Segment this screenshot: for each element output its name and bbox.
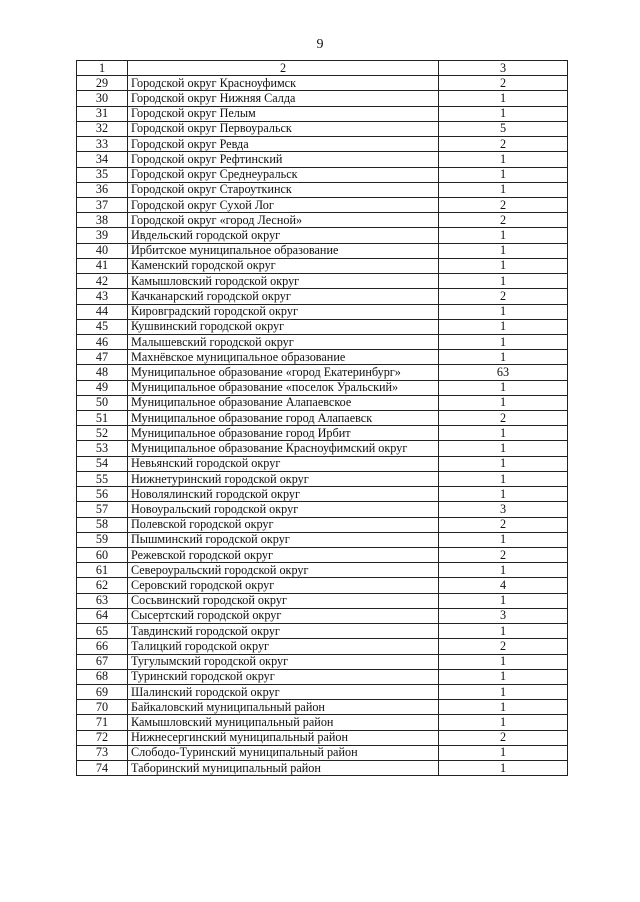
municipality-name-cell: Городской округ Сухой Лог — [128, 197, 439, 212]
municipality-name-cell: Муниципальное образование Алапаевское — [128, 395, 439, 410]
row-number-cell: 51 — [77, 411, 128, 426]
table-row — [77, 228, 568, 243]
count-cell: 2 — [439, 289, 568, 304]
municipality-name-cell: Серовский городской округ — [128, 578, 439, 593]
count-cell: 1 — [439, 91, 568, 106]
municipality-name-cell: Каменский городской округ — [128, 258, 439, 273]
municipality-name-cell: Камышловский муниципальный район — [128, 715, 439, 730]
municipality-name-cell: Кушвинский городской округ — [128, 319, 439, 334]
municipality-name-cell: Махнёвское муниципальное образование — [128, 350, 439, 365]
municipality-name-cell: Городской округ «город Лесной» — [128, 213, 439, 228]
table-row — [77, 593, 568, 608]
municipality-name-cell: Городской округ Пелым — [128, 106, 439, 121]
municipality-name-cell: Байкаловский муниципальный район — [128, 700, 439, 715]
count-cell: 1 — [439, 274, 568, 289]
municipality-name-cell: Ирбитское муниципальное образование — [128, 243, 439, 258]
count-cell: 1 — [439, 258, 568, 273]
count-cell: 1 — [439, 593, 568, 608]
table-row — [77, 395, 568, 410]
row-number-cell: 30 — [77, 91, 128, 106]
municipality-name-cell: Североуральский городской округ — [128, 563, 439, 578]
table-row — [77, 91, 568, 106]
count-cell: 1 — [439, 532, 568, 547]
municipality-name-cell: Шалинский городской округ — [128, 684, 439, 699]
table-row — [77, 243, 568, 258]
count-cell: 2 — [439, 137, 568, 152]
table-row — [77, 411, 568, 426]
row-number-cell: 50 — [77, 395, 128, 410]
row-number-cell: 29 — [77, 76, 128, 91]
table-row — [77, 426, 568, 441]
count-cell: 1 — [439, 350, 568, 365]
count-cell: 1 — [439, 715, 568, 730]
municipality-name-cell: Талицкий городской округ — [128, 639, 439, 654]
row-number-cell: 31 — [77, 106, 128, 121]
count-cell: 2 — [439, 517, 568, 532]
count-cell: 1 — [439, 319, 568, 334]
row-number-cell: 59 — [77, 532, 128, 547]
row-number-cell: 37 — [77, 197, 128, 212]
table-row — [77, 213, 568, 228]
row-number-cell: 56 — [77, 487, 128, 502]
count-cell: 1 — [439, 304, 568, 319]
row-number-cell: 41 — [77, 258, 128, 273]
table-row — [77, 532, 568, 547]
row-number-cell: 60 — [77, 548, 128, 563]
table-row — [77, 730, 568, 745]
header-cell-count: 3 — [439, 61, 568, 76]
count-cell: 2 — [439, 639, 568, 654]
count-cell: 1 — [439, 761, 568, 776]
count-cell: 1 — [439, 228, 568, 243]
table-row — [77, 106, 568, 121]
count-cell: 1 — [439, 487, 568, 502]
table-row — [77, 563, 568, 578]
count-cell: 1 — [439, 380, 568, 395]
municipality-name-cell: Городской округ Староуткинск — [128, 182, 439, 197]
municipality-table — [76, 60, 568, 776]
count-cell: 63 — [439, 365, 568, 380]
row-number-cell: 72 — [77, 730, 128, 745]
municipality-name-cell: Нижнесергинский муниципальный район — [128, 730, 439, 745]
table-row — [77, 502, 568, 517]
count-cell: 5 — [439, 121, 568, 136]
count-cell: 1 — [439, 182, 568, 197]
row-number-cell: 48 — [77, 365, 128, 380]
row-number-cell: 68 — [77, 669, 128, 684]
count-cell: 1 — [439, 700, 568, 715]
table-row — [77, 578, 568, 593]
count-cell: 2 — [439, 548, 568, 563]
table-row — [77, 517, 568, 532]
municipality-name-cell: Новолялинский городской округ — [128, 487, 439, 502]
count-cell: 1 — [439, 471, 568, 486]
count-cell: 3 — [439, 502, 568, 517]
header-cell-number: 1 — [77, 61, 128, 76]
municipality-name-cell: Муниципальное образование «город Екатеринбург» — [128, 365, 439, 380]
row-number-cell: 47 — [77, 350, 128, 365]
municipality-name-cell: Сосьвинский городской округ — [128, 593, 439, 608]
row-number-cell: 40 — [77, 243, 128, 258]
table-row — [77, 197, 568, 212]
table-row — [77, 471, 568, 486]
count-cell: 1 — [439, 684, 568, 699]
row-number-cell: 46 — [77, 334, 128, 349]
municipality-name-cell: Тугулымский городской округ — [128, 654, 439, 669]
row-number-cell: 44 — [77, 304, 128, 319]
table-row — [77, 715, 568, 730]
count-cell: 1 — [439, 441, 568, 456]
row-number-cell: 61 — [77, 563, 128, 578]
count-cell: 2 — [439, 213, 568, 228]
row-number-cell: 38 — [77, 213, 128, 228]
table-row — [77, 167, 568, 182]
page-number: 9 — [316, 37, 324, 52]
row-number-cell: 33 — [77, 137, 128, 152]
count-cell: 2 — [439, 197, 568, 212]
municipality-name-cell: Сысертский городской округ — [128, 608, 439, 623]
municipality-name-cell: Пышминский городской округ — [128, 532, 439, 547]
table-row — [77, 137, 568, 152]
table-row — [77, 152, 568, 167]
row-number-cell: 73 — [77, 745, 128, 760]
municipality-name-cell: Городской округ Ревда — [128, 137, 439, 152]
table-row — [77, 182, 568, 197]
table-row — [77, 487, 568, 502]
table-row — [77, 456, 568, 471]
count-cell: 1 — [439, 669, 568, 684]
count-cell: 1 — [439, 106, 568, 121]
municipality-name-cell: Ивдельский городской округ — [128, 228, 439, 243]
table-row — [77, 639, 568, 654]
row-number-cell: 34 — [77, 152, 128, 167]
count-cell: 2 — [439, 76, 568, 91]
table-body — [77, 76, 568, 776]
row-number-cell: 63 — [77, 593, 128, 608]
row-number-cell: 35 — [77, 167, 128, 182]
row-number-cell: 32 — [77, 121, 128, 136]
table-row — [77, 548, 568, 563]
municipality-name-cell: Слободо-Туринский муниципальный район — [128, 745, 439, 760]
count-cell: 1 — [439, 334, 568, 349]
municipality-name-cell: Тавдинский городской округ — [128, 624, 439, 639]
row-number-cell: 66 — [77, 639, 128, 654]
table-row — [77, 334, 568, 349]
table-row — [77, 274, 568, 289]
table-row — [77, 624, 568, 639]
count-cell: 1 — [439, 395, 568, 410]
municipality-name-cell: Малышевский городской округ — [128, 334, 439, 349]
row-number-cell: 67 — [77, 654, 128, 669]
municipality-name-cell: Муниципальное образование город Алапаевск — [128, 411, 439, 426]
count-cell: 1 — [439, 167, 568, 182]
table-row — [77, 608, 568, 623]
count-cell: 1 — [439, 152, 568, 167]
table-row — [77, 258, 568, 273]
count-cell: 1 — [439, 624, 568, 639]
municipality-name-cell: Городской округ Рефтинский — [128, 152, 439, 167]
row-number-cell: 49 — [77, 380, 128, 395]
row-number-cell: 45 — [77, 319, 128, 334]
row-number-cell: 55 — [77, 471, 128, 486]
row-number-cell: 65 — [77, 624, 128, 639]
table-header-row — [77, 61, 568, 76]
table-row — [77, 654, 568, 669]
count-cell: 1 — [439, 745, 568, 760]
municipality-name-cell: Полевской городской округ — [128, 517, 439, 532]
count-cell: 1 — [439, 243, 568, 258]
municipality-name-cell: Невьянский городской округ — [128, 456, 439, 471]
row-number-cell: 39 — [77, 228, 128, 243]
table-row — [77, 121, 568, 136]
municipality-name-cell: Муниципальное образование «поселок Уральский» — [128, 380, 439, 395]
row-number-cell: 70 — [77, 700, 128, 715]
count-cell: 1 — [439, 654, 568, 669]
count-cell: 2 — [439, 411, 568, 426]
table-row — [77, 350, 568, 365]
count-cell: 1 — [439, 563, 568, 578]
table-row — [77, 745, 568, 760]
municipality-name-cell: Городской округ Нижняя Салда — [128, 91, 439, 106]
table-row — [77, 304, 568, 319]
municipality-name-cell: Нижнетуринский городской округ — [128, 471, 439, 486]
municipality-name-cell: Туринский городской округ — [128, 669, 439, 684]
table-row — [77, 289, 568, 304]
table-row — [77, 761, 568, 776]
row-number-cell: 71 — [77, 715, 128, 730]
row-number-cell: 52 — [77, 426, 128, 441]
row-number-cell: 62 — [77, 578, 128, 593]
table-row — [77, 684, 568, 699]
row-number-cell: 42 — [77, 274, 128, 289]
table-row — [77, 441, 568, 456]
municipality-name-cell: Качканарский городской округ — [128, 289, 439, 304]
municipality-name-cell: Камышловский городской округ — [128, 274, 439, 289]
municipality-name-cell: Кировградский городской округ — [128, 304, 439, 319]
municipality-name-cell: Городской округ Среднеуральск — [128, 167, 439, 182]
row-number-cell: 58 — [77, 517, 128, 532]
municipality-name-cell: Городской округ Первоуральск — [128, 121, 439, 136]
table-header — [77, 61, 568, 76]
municipality-name-cell: Городской округ Красноуфимск — [128, 76, 439, 91]
count-cell: 1 — [439, 426, 568, 441]
table-row — [77, 380, 568, 395]
row-number-cell: 54 — [77, 456, 128, 471]
count-cell: 1 — [439, 456, 568, 471]
row-number-cell: 57 — [77, 502, 128, 517]
header-cell-name: 2 — [128, 61, 439, 76]
count-cell: 3 — [439, 608, 568, 623]
table-row — [77, 319, 568, 334]
table-row — [77, 700, 568, 715]
row-number-cell: 36 — [77, 182, 128, 197]
municipality-name-cell: Новоуральский городской округ — [128, 502, 439, 517]
row-number-cell: 43 — [77, 289, 128, 304]
table-row — [77, 76, 568, 91]
row-number-cell: 53 — [77, 441, 128, 456]
count-cell: 4 — [439, 578, 568, 593]
municipality-name-cell: Муниципальное образование город Ирбит — [128, 426, 439, 441]
row-number-cell: 74 — [77, 761, 128, 776]
table-row — [77, 669, 568, 684]
row-number-cell: 64 — [77, 608, 128, 623]
row-number-cell: 69 — [77, 684, 128, 699]
municipality-name-cell: Режевской городской округ — [128, 548, 439, 563]
municipality-name-cell: Муниципальное образование Красноуфимский округ — [128, 441, 439, 456]
municipality-name-cell: Таборинский муниципальный район — [128, 761, 439, 776]
count-cell: 2 — [439, 730, 568, 745]
table-row — [77, 365, 568, 380]
